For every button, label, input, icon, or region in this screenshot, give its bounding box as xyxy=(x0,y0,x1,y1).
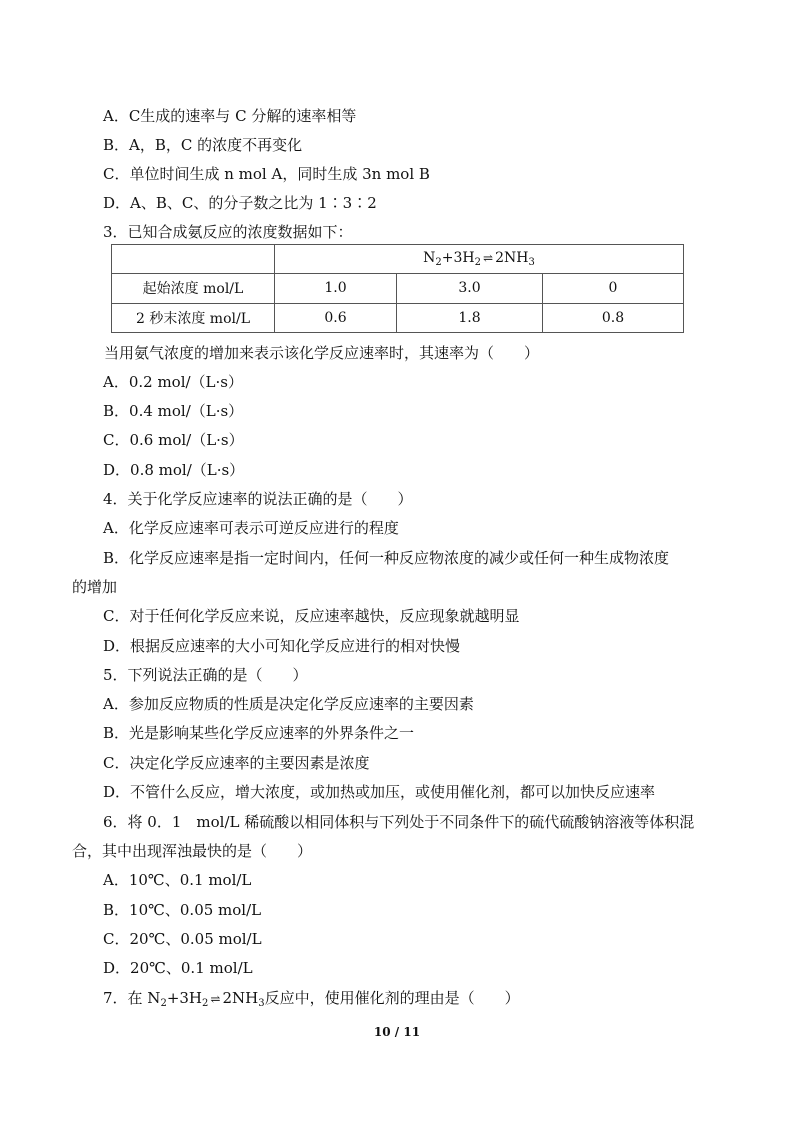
q2-option-a: A．C生成的速率与 C 分解的速率相等 xyxy=(103,107,357,125)
equilibrium-arrow: ⇌ xyxy=(210,992,221,1006)
row-label: 起始浓度 mol/L xyxy=(112,274,275,303)
q6-option-a: A．10℃、0.1 mol/L xyxy=(103,871,252,889)
q4-option-d: D．根据反应速率的大小可知化学反应进行的相对快慢 xyxy=(103,637,461,655)
q3-option-d: D．0.8 mol/（L·s） xyxy=(103,461,245,479)
q4-option-c: C．对于任何化学反应来说，反应速率越快，反应现象就越明显 xyxy=(103,607,520,625)
q3-option-c: C．0.6 mol/（L·s） xyxy=(103,431,244,449)
q3-question: 当用氨气浓度的增加来表示该化学反应速率时，其速率为（ ） xyxy=(104,344,540,362)
q3-option-a: A．0.2 mol/（L·s） xyxy=(103,373,243,391)
q2-option-c: C．单位时间生成 n mol A，同时生成 3n mol B xyxy=(103,165,430,183)
q2-option-d: D．A、B、C、的分子数之比为 1∶3∶2 xyxy=(103,194,377,212)
q5-option-d: D．不管什么反应，增大浓度，或加热或加压，或使用催化剂，都可以加快反应速率 xyxy=(103,783,656,801)
q7-stem: 7．在 $N_2+3H_2$ ⇌ $2NH_3$反应中，使用催化剂的理由是（ ） xyxy=(103,989,520,1009)
concentration-table xyxy=(111,244,684,333)
q3-stem: 3．已知合成氨反应的浓度数据如下： xyxy=(103,223,353,241)
q5-option-a: A．参加反应物质的性质是决定化学反应速率的主要因素 xyxy=(103,695,474,713)
table-corner-cell xyxy=(112,245,275,274)
q6-option-d: D．20℃、0.1 mol/L xyxy=(103,959,253,977)
reaction-equation: $N_2+3H_2$ ⇌ $2NH_3$ xyxy=(275,245,684,274)
q5-stem: 5．下列说法正确的是（ ） xyxy=(103,666,308,684)
q2-option-b: B．A，B，C 的浓度不再变化 xyxy=(103,136,303,154)
equilibrium-arrow: ⇌ xyxy=(483,251,494,266)
q4-option-a: A．化学反应速率可表示可逆反应进行的程度 xyxy=(103,519,399,537)
table-cell: 0 xyxy=(543,274,684,303)
table-cell: 1.0 xyxy=(275,274,397,303)
q4-option-b-continued: 的增加 xyxy=(72,578,118,596)
table-header-row xyxy=(112,245,684,274)
q5-option-b: B．光是影响某些化学反应速率的外界条件之一 xyxy=(103,724,415,742)
q6-stem-continued: 合，其中出现浑浊最快的是（ ） xyxy=(72,842,313,860)
table-cell: 0.8 xyxy=(543,303,684,332)
q5-option-c: C．决定化学反应速率的主要因素是浓度 xyxy=(103,754,370,772)
table-cell: 1.8 xyxy=(397,303,543,332)
q3-option-b: B．0.4 mol/（L·s） xyxy=(103,402,244,420)
q4-stem: 4．关于化学反应速率的说法正确的是（ ） xyxy=(103,490,413,508)
table-row xyxy=(112,274,684,303)
table-row xyxy=(112,303,684,332)
page-number: 10 / 11 xyxy=(373,1025,421,1039)
q4-option-b: B．化学反应速率是指一定时间内，任何一种反应物浓度的减少或任何一种生成物浓度 xyxy=(103,549,670,567)
table-cell: 0.6 xyxy=(275,303,397,332)
q6-stem: 6．将 0．1 mol/L 稀硫酸以相同体积与下列处于不同条件下的硫代硫酸钠溶液等体积混 xyxy=(103,813,695,831)
q6-option-b: B．10℃、0.05 mol/L xyxy=(103,901,262,919)
row-label: 2 秒末浓度 mol/L xyxy=(112,303,275,332)
q6-option-c: C．20℃、0.05 mol/L xyxy=(103,930,262,948)
table-cell: 3.0 xyxy=(397,274,543,303)
